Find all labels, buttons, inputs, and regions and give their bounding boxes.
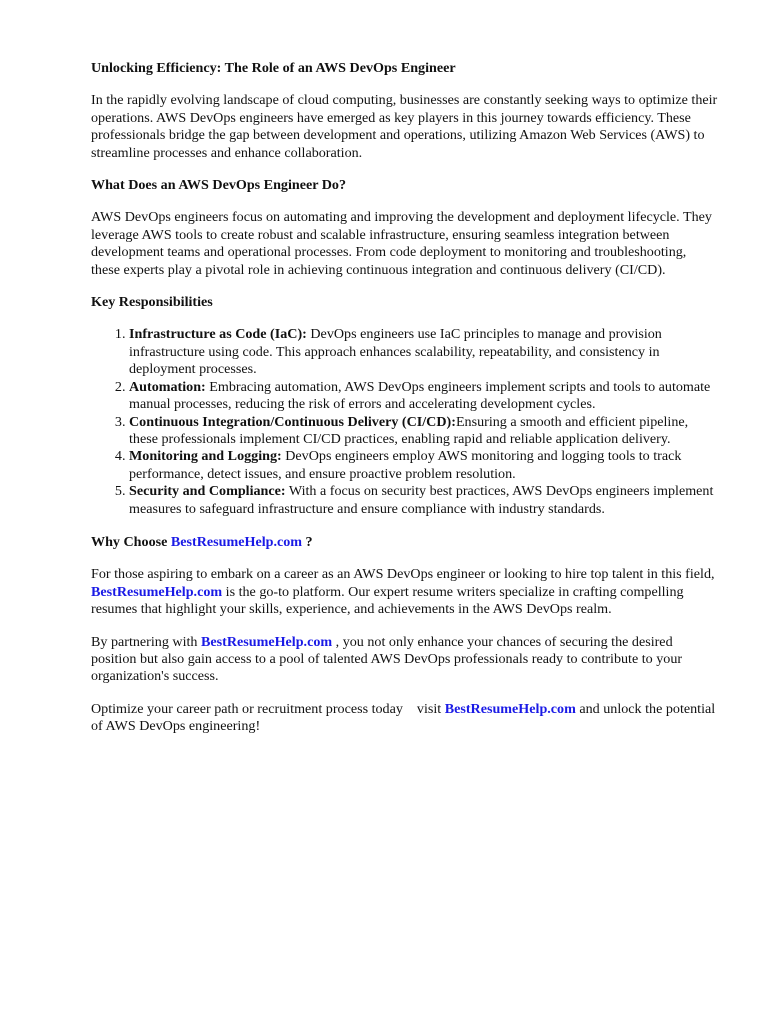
why-p1-before: For those aspiring to embark on a career as an AWS DevOps engineer or looking to hire top talent in this field, xyxy=(91,566,715,583)
list-item xyxy=(129,379,718,414)
list-item xyxy=(129,414,718,449)
why-paragraph-3 xyxy=(91,701,718,736)
paragraph-site-link[interactable]: BestResumeHelp.com xyxy=(91,583,223,600)
why-p2-before: By partnering with xyxy=(91,633,201,650)
list-item xyxy=(129,483,718,518)
list-item-text: DevOps engineers use IaC principles to manage and provision infrastructure using code. This approach enhances scalability, repeatability, and consistency in deployment processes. xyxy=(129,326,662,378)
list-item xyxy=(129,326,718,378)
why-p3-after: and unlock the potential of AWS DevOps engineering! xyxy=(91,700,716,735)
section-heading-responsibilities: Key Responsibilities xyxy=(91,294,213,311)
list-item-text: With a focus on security best practices, AWS DevOps engineers implement measures to safeguard infrastructure and ensure compliance with industry standards. xyxy=(129,483,714,517)
list-item-term: Security and Compliance: xyxy=(129,483,286,500)
why-paragraph-2 xyxy=(91,634,718,686)
list-item-term: Infrastructure as Code (IaC): xyxy=(129,326,307,343)
document-title: Unlocking Efficiency: The Role of an AWS DevOps Engineer xyxy=(91,60,456,76)
responsibilities-list xyxy=(91,326,718,517)
why-p2-after: , you not only enhance your chances of securing the desired position but also gain access to a pool of talented AWS DevOps professionals ready to contribute to your organization's success. xyxy=(91,633,683,685)
why-heading-suffix: ? xyxy=(302,533,313,550)
why-heading-prefix: Why Choose xyxy=(91,533,171,550)
why-paragraph-1 xyxy=(91,566,718,618)
section-heading-what: What Does an AWS DevOps Engineer Do? xyxy=(91,177,347,194)
list-item-text: Embracing automation, AWS DevOps engineers implement scripts and tools to automate manual processes, reducing the risk of errors and accelerating development cycles. xyxy=(129,378,711,413)
partner-site-link[interactable]: BestResumeHelp.com xyxy=(201,633,333,650)
list-item-term: Continuous Integration/Continuous Delivery (CI/CD): xyxy=(129,413,456,430)
list-item xyxy=(129,448,718,483)
what-paragraph: AWS DevOps engineers focus on automating and improving the development and deployment lifecycle. They leverage AWS tools to create robust and scalable infrastructure, ensuring seamless integration between development teams and operational processes. From code deployment to monitoring and troubleshooting, these experts play a pivotal role in achieving continuous integration and continuous delivery (CI/CD). xyxy=(91,209,712,278)
heading-site-link[interactable]: BestResumeHelp.com xyxy=(170,533,303,550)
why-p3-mid: visit xyxy=(416,700,445,717)
list-item-term: Automation: xyxy=(129,378,206,395)
why-p1-after: is the go-to platform. Our expert resume writers specialize in crafting compelling resumes that highlight your skills, experience, and achievements in the AWS DevOps realm. xyxy=(91,583,684,618)
list-item-text: Ensuring a smooth and efficient pipeline, these professionals implement CI/CD practices, enabling rapid and reliable application delivery. xyxy=(129,413,689,447)
list-item-term: Monitoring and Logging: xyxy=(129,448,282,465)
section-heading-why xyxy=(91,534,718,551)
list-item-text: DevOps engineers employ AWS monitoring and logging tools to track performance, detect issues, and ensure proactive problem resolution. xyxy=(129,448,682,482)
intro-paragraph: In the rapidly evolving landscape of cloud computing, businesses are constantly seeking ways to optimize their operations. AWS DevOps engineers have emerged as key players in this journey towards efficiency. These professionals bridge the gap between development and operations, utilizing Amazon Web Services (AWS) to streamline processes and enhance collaboration. xyxy=(91,92,718,161)
visit-site-link[interactable]: BestResumeHelp.com xyxy=(444,700,576,717)
why-p3-before: Optimize your career path or recruitment process today xyxy=(91,700,403,717)
